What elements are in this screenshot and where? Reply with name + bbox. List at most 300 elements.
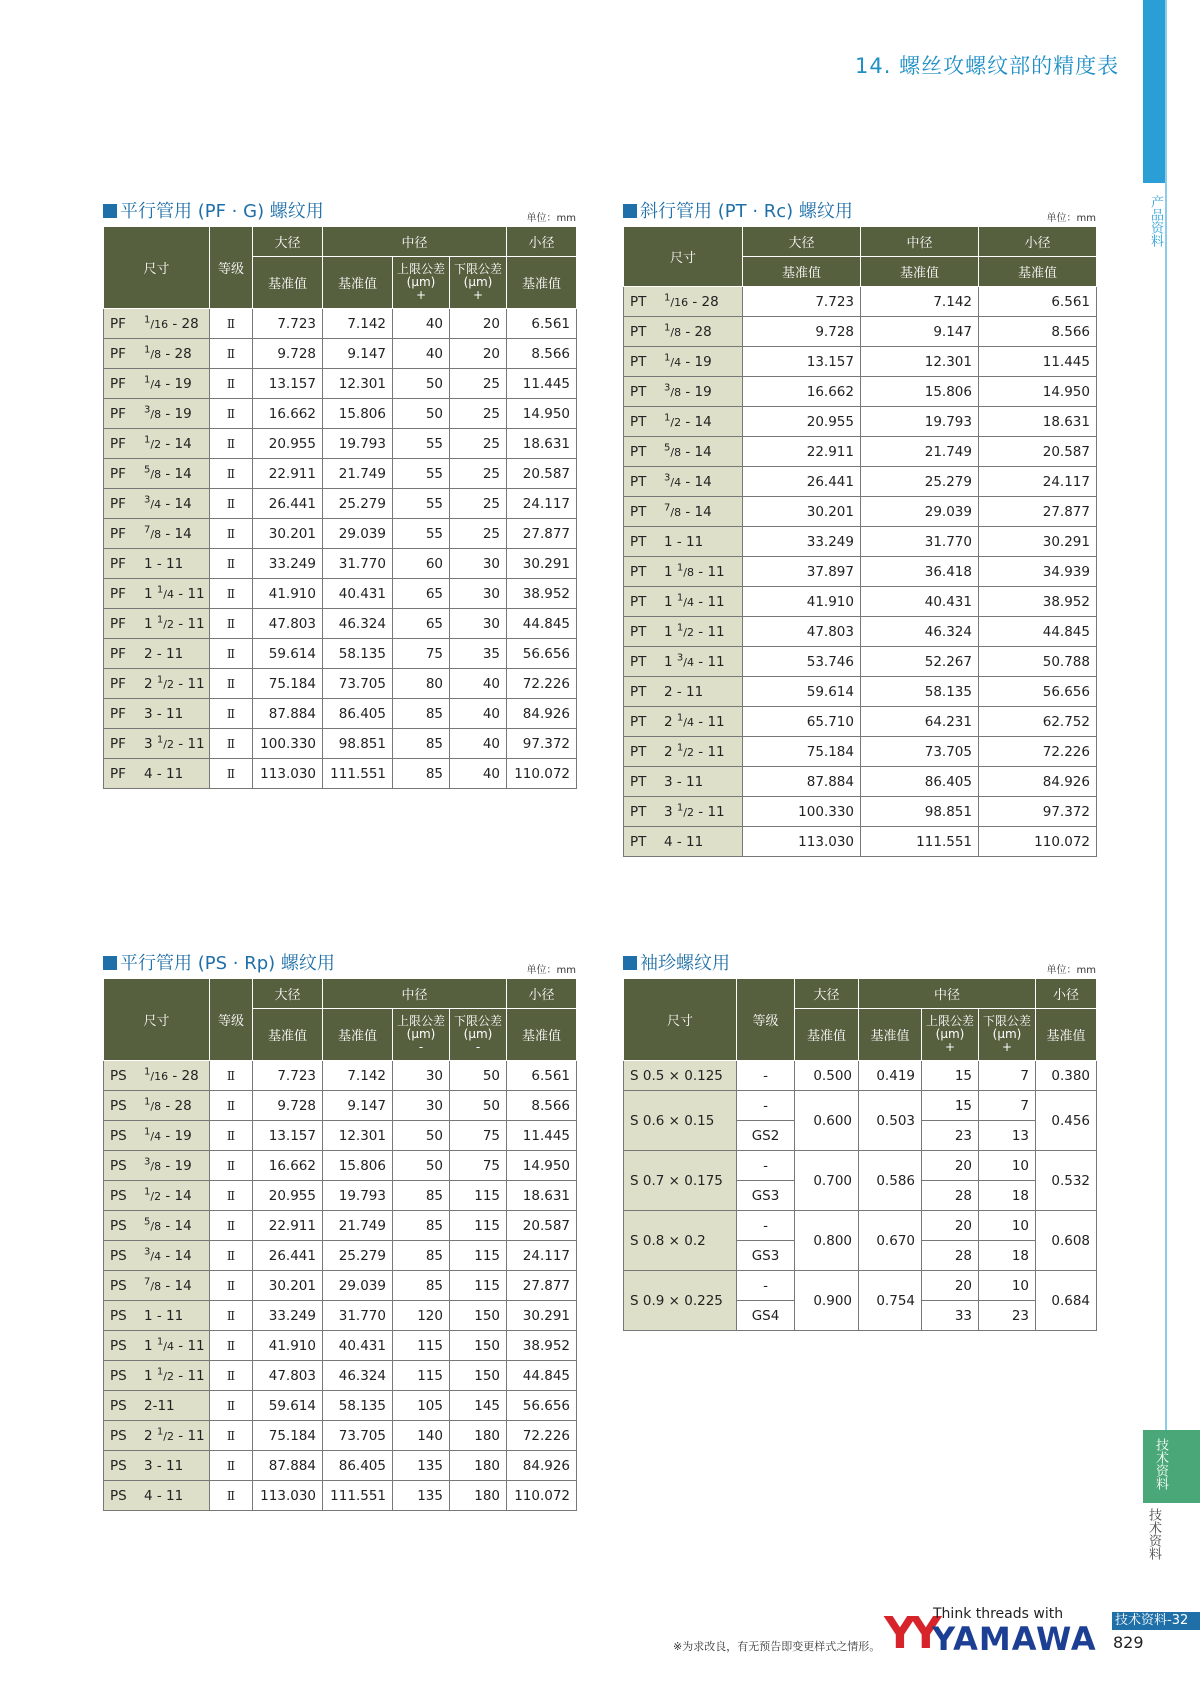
minor-cell: 14.950 <box>507 399 577 429</box>
up-cell: 135 <box>393 1451 450 1481</box>
size-tpi: - 11 <box>693 593 725 610</box>
class-cell: Ⅱ <box>210 1061 253 1091</box>
size-cell <box>624 587 743 617</box>
minor-cell: 110.072 <box>507 1481 577 1511</box>
table-row <box>624 797 1097 827</box>
unit-label: 单位：mm <box>1046 965 1096 976</box>
up-cell: 50 <box>393 1121 450 1151</box>
pitch-cell: 36.418 <box>861 557 979 587</box>
size-fraction-denominator: 2 <box>154 437 162 451</box>
size-prefix: PF <box>110 405 126 422</box>
size-prefix: PT <box>630 593 647 610</box>
pitch-cell: 7.142 <box>323 1061 393 1091</box>
size-fraction-denominator: 4 <box>154 497 162 511</box>
minor-cell: 110.072 <box>979 827 1097 857</box>
low-cell: 180 <box>450 1451 507 1481</box>
up-cell: 65 <box>393 609 450 639</box>
size-fraction-numerator: 1 <box>664 322 671 333</box>
pitch-cell: 21.749 <box>323 459 393 489</box>
class-cell: Ⅱ <box>210 1451 253 1481</box>
major-cell: 7.723 <box>253 1061 323 1091</box>
fraction-slash: / <box>163 1339 167 1353</box>
minor-cell: 14.950 <box>979 377 1097 407</box>
fraction-slash: / <box>150 1159 155 1173</box>
size-tpi: - 28 <box>681 323 712 340</box>
up-cell: 85 <box>393 1211 450 1241</box>
size-prefix: PF <box>110 375 126 392</box>
size-prefix: PT <box>630 473 647 490</box>
header-pitch: 中径 <box>859 979 1036 1009</box>
size-whole: 1 <box>144 615 157 632</box>
size-cell <box>624 797 743 827</box>
table-row <box>624 347 1097 377</box>
size-prefix: PF <box>110 495 126 512</box>
table-row <box>624 617 1097 647</box>
size-cell <box>104 459 210 489</box>
class-cell: Ⅱ <box>210 1361 253 1391</box>
header-major: 大径 <box>743 227 861 257</box>
header-major: 大径 <box>253 979 323 1009</box>
size-cell <box>104 669 210 699</box>
low-cell: 18 <box>979 1241 1036 1271</box>
major-cell: 16.662 <box>743 377 861 407</box>
table-row <box>624 527 1097 557</box>
major-cell: 47.803 <box>743 617 861 647</box>
major-cell: 0.800 <box>795 1211 859 1271</box>
size-cell <box>624 467 743 497</box>
minor-cell: 34.939 <box>979 557 1097 587</box>
size-fraction-denominator: 4 <box>686 715 694 729</box>
size-fraction-denominator: 2 <box>166 617 174 631</box>
size-tpi: - 28 <box>168 315 199 332</box>
class-cell: Ⅱ <box>210 699 253 729</box>
size-whole: 1 <box>144 585 157 602</box>
major-cell: 0.900 <box>795 1271 859 1331</box>
major-cell: 26.441 <box>743 467 861 497</box>
pitch-cell: 73.705 <box>861 737 979 767</box>
major-cell: 30.201 <box>253 1271 323 1301</box>
size-tpi: - 14 <box>161 495 192 512</box>
class-cell: Ⅱ <box>210 339 253 369</box>
header-major-basic: 基准值 <box>253 1009 323 1061</box>
size-fraction-numerator: 3 <box>144 404 151 415</box>
size-cell <box>104 759 210 789</box>
fraction-slash: / <box>670 325 675 339</box>
size-tpi: - 19 <box>161 405 192 422</box>
size-cell <box>104 1181 210 1211</box>
size-prefix: PS <box>110 1277 127 1294</box>
table-row <box>624 1151 1097 1181</box>
size-prefix: PS <box>110 1217 127 1234</box>
class-cell: Ⅱ <box>210 1211 253 1241</box>
up-cell: 55 <box>393 519 450 549</box>
table-row <box>104 519 577 549</box>
size-prefix: PT <box>630 773 647 790</box>
size-fraction-denominator: 2 <box>154 1189 162 1203</box>
low-cell: 18 <box>979 1181 1036 1211</box>
size-prefix: PT <box>630 443 647 460</box>
header-minor-basic: 基准值 <box>507 257 577 309</box>
minor-cell: 18.631 <box>979 407 1097 437</box>
size-cell <box>624 557 743 587</box>
table-row <box>104 1241 577 1271</box>
fraction-slash: / <box>163 1369 167 1383</box>
size-cell <box>104 1391 210 1421</box>
minor-cell: 44.845 <box>507 609 577 639</box>
size-fraction-numerator: 1 <box>156 1366 164 1377</box>
fraction-slash: / <box>683 805 687 819</box>
pitch-cell: 25.279 <box>323 489 393 519</box>
low-cell: 10 <box>979 1211 1036 1241</box>
fraction-slash: / <box>150 317 155 331</box>
minor-cell: 6.561 <box>507 309 577 339</box>
size-fraction-denominator: 4 <box>154 377 162 391</box>
class-cell: Ⅱ <box>210 609 253 639</box>
size-fraction-denominator: 4 <box>166 587 174 601</box>
class-cell: Ⅱ <box>210 669 253 699</box>
fraction-slash: / <box>670 505 675 519</box>
pitch-cell: 40.431 <box>861 587 979 617</box>
table-row <box>104 1421 577 1451</box>
up-cell: 115 <box>393 1361 450 1391</box>
pitch-cell: 58.135 <box>323 1391 393 1421</box>
size-tpi: - 11 <box>173 735 205 752</box>
fraction-slash: / <box>670 445 675 459</box>
size-fraction-denominator: 8 <box>154 1159 162 1173</box>
size-tpi: - 19 <box>681 353 712 370</box>
size-tpi: - 14 <box>681 413 712 430</box>
size-prefix: PT <box>630 683 647 700</box>
up-cell: 120 <box>393 1301 450 1331</box>
size-fraction-denominator: 4 <box>686 595 694 609</box>
pitch-cell: 9.147 <box>861 317 979 347</box>
major-cell: 26.441 <box>253 489 323 519</box>
class-cell: - <box>737 1271 795 1301</box>
size-prefix: PS <box>110 1337 127 1354</box>
up-cell: 33 <box>922 1301 979 1331</box>
class-cell: Ⅱ <box>210 399 253 429</box>
size-tpi: - 14 <box>161 525 192 542</box>
major-cell: 22.911 <box>743 437 861 467</box>
side-tab-technical[interactable] <box>1143 1430 1200 1503</box>
size-prefix: PS <box>110 1427 127 1444</box>
pitch-cell: 46.324 <box>323 1361 393 1391</box>
fraction-slash: / <box>150 1129 155 1143</box>
class-cell: Ⅱ <box>210 459 253 489</box>
major-cell: 7.723 <box>253 309 323 339</box>
size-fraction-denominator: 8 <box>154 527 162 541</box>
class-cell: Ⅱ <box>210 369 253 399</box>
size-prefix: PS <box>110 1487 127 1504</box>
header-major-basic: 基准值 <box>743 257 861 287</box>
low-cell: 20 <box>450 309 507 339</box>
pitch-cell: 0.503 <box>859 1091 922 1151</box>
size-prefix: PF <box>110 555 126 572</box>
size-fraction-numerator: 5 <box>144 464 151 475</box>
minor-cell: 38.952 <box>507 1331 577 1361</box>
major-cell: 13.157 <box>253 1121 323 1151</box>
fraction-slash: / <box>163 737 167 751</box>
minor-cell: 84.926 <box>507 1451 577 1481</box>
size-cell <box>624 287 743 317</box>
size-cell <box>624 707 743 737</box>
pitch-cell: 31.770 <box>861 527 979 557</box>
size-prefix: PF <box>110 585 126 602</box>
minor-cell: 27.877 <box>507 519 577 549</box>
size-fraction-numerator: 1 <box>676 592 684 603</box>
size-cell <box>104 309 210 339</box>
size-tpi: - 19 <box>161 1157 192 1174</box>
major-cell: 87.884 <box>253 1451 323 1481</box>
low-cell: 10 <box>979 1151 1036 1181</box>
size-fraction-numerator: 1 <box>676 802 684 813</box>
header-lower-tol: 下限公差 (μm) - <box>450 1009 507 1061</box>
up-cell: 85 <box>393 699 450 729</box>
class-cell: Ⅱ <box>210 1121 253 1151</box>
up-cell: 50 <box>393 1151 450 1181</box>
low-cell: 13 <box>979 1121 1036 1151</box>
size-prefix: PF <box>110 525 126 542</box>
major-cell: 16.662 <box>253 399 323 429</box>
side-tab-label: 技术资料 <box>1153 1438 1168 1490</box>
low-cell: 7 <box>979 1091 1036 1121</box>
table-row <box>104 369 577 399</box>
size-cell <box>104 1301 210 1331</box>
size-cell <box>624 677 743 707</box>
low-cell: 115 <box>450 1271 507 1301</box>
table-row <box>104 459 577 489</box>
size-prefix: PT <box>630 833 647 850</box>
size-prefix: PF <box>110 615 126 632</box>
size-fraction-numerator: 1 <box>144 374 151 385</box>
size-whole: 2 - 11 <box>144 645 184 662</box>
size-tpi: - 19 <box>681 383 712 400</box>
low-cell: 150 <box>450 1361 507 1391</box>
low-cell: 150 <box>450 1301 507 1331</box>
ps-table <box>103 978 577 1511</box>
logo-name: YAMAWA <box>932 1620 1097 1658</box>
low-cell: 30 <box>450 609 507 639</box>
pitch-cell: 40.431 <box>323 1331 393 1361</box>
minor-cell: 56.656 <box>507 639 577 669</box>
major-cell: 41.910 <box>743 587 861 617</box>
size-cell <box>104 1361 210 1391</box>
low-cell: 25 <box>450 519 507 549</box>
size-cell <box>104 489 210 519</box>
size-cell <box>104 1421 210 1451</box>
minor-cell: 72.226 <box>507 1421 577 1451</box>
major-cell: 33.249 <box>743 527 861 557</box>
fraction-slash: / <box>150 467 155 481</box>
unit-label: 单位：mm <box>526 213 576 224</box>
minor-cell: 84.926 <box>507 699 577 729</box>
size-fraction-numerator: 1 <box>156 1336 164 1347</box>
up-cell: 50 <box>393 369 450 399</box>
low-cell: 50 <box>450 1061 507 1091</box>
size-tpi: - 19 <box>161 1127 192 1144</box>
section-pt <box>623 200 1096 857</box>
side-blue-bar <box>1143 0 1165 183</box>
up-cell: 28 <box>922 1181 979 1211</box>
size-fraction-numerator: 1 <box>664 292 671 303</box>
minor-cell: 38.952 <box>507 579 577 609</box>
size-cell <box>104 1481 210 1511</box>
class-cell: Ⅱ <box>210 579 253 609</box>
up-cell: 40 <box>393 339 450 369</box>
size-cell <box>104 1211 210 1241</box>
major-cell: 113.030 <box>253 759 323 789</box>
size-fraction-numerator: 3 <box>664 382 671 393</box>
size-prefix: PT <box>630 293 647 310</box>
table-row <box>104 1391 577 1421</box>
size-prefix: PF <box>110 315 126 332</box>
table-row <box>624 707 1097 737</box>
fraction-slash: / <box>163 587 167 601</box>
size-fraction-numerator: 1 <box>144 314 151 325</box>
major-cell: 47.803 <box>253 609 323 639</box>
pitch-cell: 9.147 <box>323 339 393 369</box>
size-fraction-denominator: 16 <box>154 317 169 331</box>
pitch-cell: 7.142 <box>323 309 393 339</box>
table-row <box>624 557 1097 587</box>
size-fraction-denominator: 8 <box>154 1279 162 1293</box>
table-row <box>104 489 577 519</box>
size-whole: 4 - 11 <box>144 765 184 782</box>
unit-label: 单位：mm <box>1046 213 1096 224</box>
minor-cell: 6.561 <box>979 287 1097 317</box>
size-prefix: PF <box>110 645 126 662</box>
class-cell: Ⅱ <box>210 1331 253 1361</box>
minor-cell: 8.566 <box>507 339 577 369</box>
major-cell: 20.955 <box>743 407 861 437</box>
pitch-cell: 31.770 <box>323 549 393 579</box>
major-cell: 9.728 <box>743 317 861 347</box>
size-fraction-numerator: 1 <box>676 712 684 723</box>
header-pitch: 中径 <box>323 227 507 257</box>
square-bullet-icon <box>623 956 637 970</box>
up-cell: 75 <box>393 639 450 669</box>
minor-cell: 11.445 <box>507 369 577 399</box>
pf-table <box>103 226 577 789</box>
size-tpi: - 11 <box>173 1337 205 1354</box>
low-cell: 75 <box>450 1121 507 1151</box>
size-fraction-numerator: 1 <box>156 734 164 745</box>
class-cell: Ⅱ <box>210 1091 253 1121</box>
major-cell: 30.201 <box>743 497 861 527</box>
size-cell <box>104 729 210 759</box>
size-fraction-numerator: 3 <box>144 494 151 505</box>
pitch-cell: 15.806 <box>323 399 393 429</box>
minor-cell: 56.656 <box>507 1391 577 1421</box>
major-cell: 75.184 <box>253 1421 323 1451</box>
header-size: 尺寸 <box>624 227 743 287</box>
size-fraction-numerator: 7 <box>144 524 151 535</box>
size-fraction-denominator: 8 <box>154 1099 162 1113</box>
up-cell: 135 <box>393 1481 450 1511</box>
minor-cell: 0.532 <box>1036 1151 1097 1211</box>
low-cell: 30 <box>450 579 507 609</box>
header-major: 大径 <box>795 979 859 1009</box>
size-cell <box>104 1271 210 1301</box>
low-cell: 25 <box>450 459 507 489</box>
size-tpi: - 14 <box>161 1187 192 1204</box>
table-row <box>624 647 1097 677</box>
up-cell: 15 <box>922 1091 979 1121</box>
pitch-cell: 12.301 <box>323 1121 393 1151</box>
pitch-cell: 21.749 <box>861 437 979 467</box>
up-cell: 115 <box>393 1331 450 1361</box>
major-cell: 41.910 <box>253 579 323 609</box>
page-section-tag: 技术资料-32 <box>1112 1612 1200 1630</box>
minor-cell: 44.845 <box>507 1361 577 1391</box>
size-whole: 3 <box>144 735 157 752</box>
header-major: 大径 <box>253 227 323 257</box>
low-cell: 40 <box>450 669 507 699</box>
fraction-slash: / <box>150 347 155 361</box>
pitch-cell: 0.419 <box>859 1061 922 1091</box>
table-row <box>624 1091 1097 1121</box>
size-fraction-denominator: 8 <box>154 347 162 361</box>
low-cell: 40 <box>450 759 507 789</box>
table-row <box>104 1061 577 1091</box>
major-cell: 75.184 <box>743 737 861 767</box>
major-cell: 87.884 <box>253 699 323 729</box>
up-cell: 85 <box>393 1271 450 1301</box>
size-cell <box>624 647 743 677</box>
table-row <box>104 759 577 789</box>
size-fraction-numerator: 1 <box>144 1096 151 1107</box>
class-cell: Ⅱ <box>210 1421 253 1451</box>
section-title: 斜行管用 (PT · Rc) 螺纹用 <box>623 197 853 223</box>
class-cell: Ⅱ <box>210 1241 253 1271</box>
size-cell <box>104 1241 210 1271</box>
size-whole: 1 - 11 <box>144 1307 184 1324</box>
low-cell: 180 <box>450 1421 507 1451</box>
major-cell: 37.897 <box>743 557 861 587</box>
size-cell <box>104 399 210 429</box>
minor-cell: 56.656 <box>979 677 1097 707</box>
size-fraction-denominator: 8 <box>154 407 162 421</box>
header-minor-basic: 基准值 <box>1036 1009 1097 1061</box>
low-cell: 115 <box>450 1241 507 1271</box>
up-cell: 85 <box>393 1181 450 1211</box>
size-prefix: PT <box>630 413 647 430</box>
side-label-product: 产品资料 <box>1148 195 1163 247</box>
header-minor: 小径 <box>1036 979 1097 1009</box>
size-cell <box>624 407 743 437</box>
size-fraction-numerator: 1 <box>144 1066 151 1077</box>
header-pitch: 中径 <box>323 979 507 1009</box>
size-cell <box>104 1091 210 1121</box>
class-cell: GS3 <box>737 1181 795 1211</box>
up-cell: 85 <box>393 729 450 759</box>
size-cell: S 0.7 × 0.175 <box>624 1151 737 1211</box>
size-cell <box>104 1151 210 1181</box>
size-cell <box>104 429 210 459</box>
pitch-cell: 86.405 <box>861 767 979 797</box>
up-cell: 55 <box>393 429 450 459</box>
pitch-cell: 9.147 <box>323 1091 393 1121</box>
size-prefix: PF <box>110 735 126 752</box>
size-prefix: PS <box>110 1157 127 1174</box>
header-upper-tol: 上限公差 (μm) + <box>922 1009 979 1061</box>
size-fraction-denominator: 8 <box>674 505 682 519</box>
size-tpi: - 14 <box>681 473 712 490</box>
size-fraction-numerator: 1 <box>664 352 671 363</box>
up-cell: 30 <box>393 1091 450 1121</box>
table-row <box>624 467 1097 497</box>
size-fraction-numerator: 3 <box>144 1156 151 1167</box>
